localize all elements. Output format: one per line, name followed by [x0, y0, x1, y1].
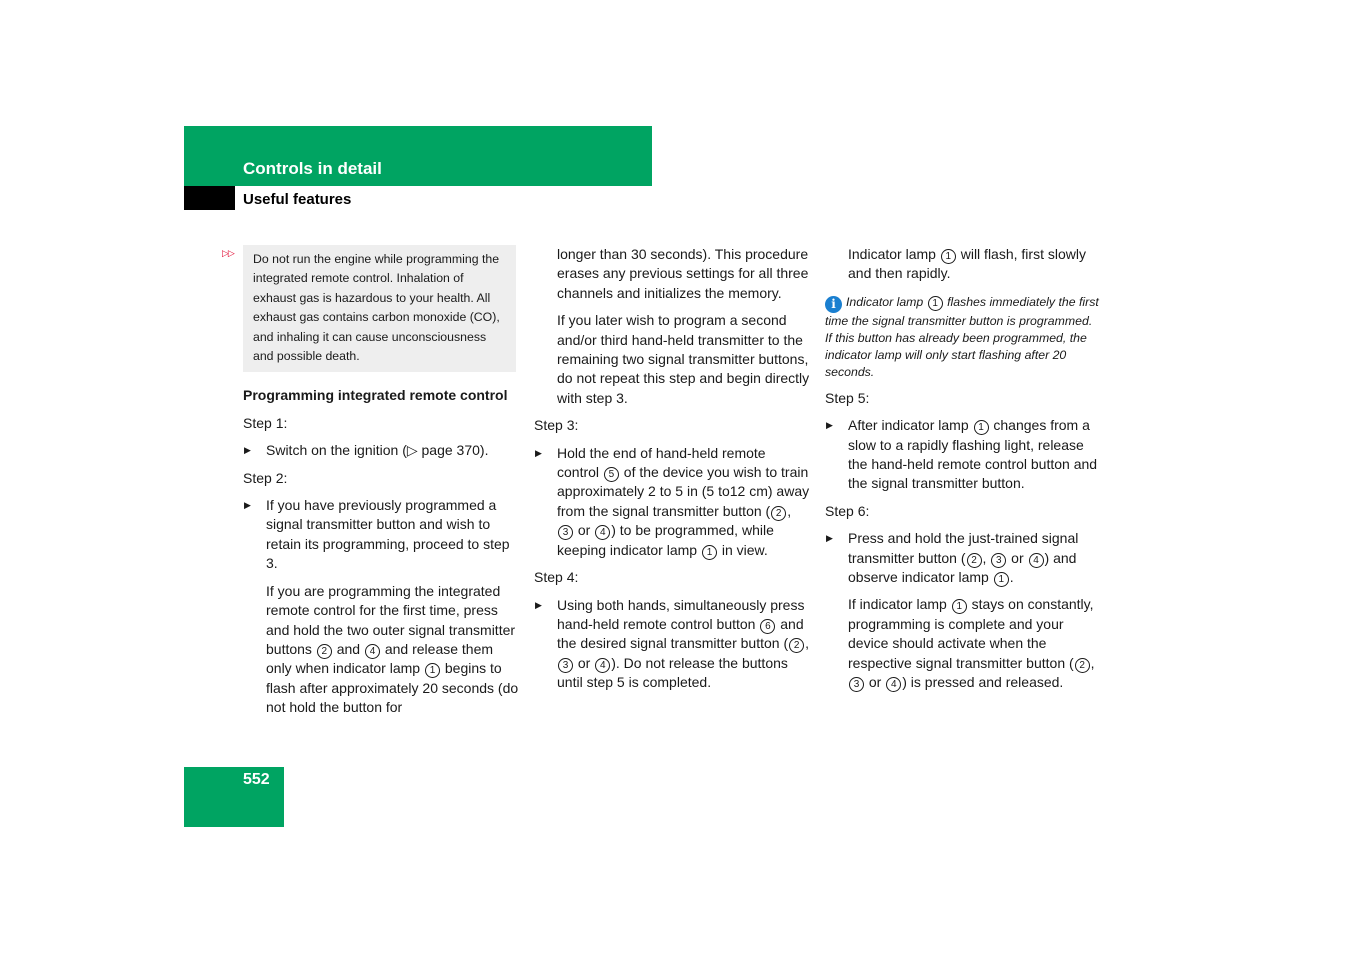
instruction-bullet: ▶ If you have previously programmed a signal transmitter button and wish to retain its programming, proceed to step 3.	[243, 496, 521, 574]
column-1	[243, 245, 521, 718]
section-title: Controls in detail	[243, 159, 382, 178]
section-heading: Programming integrated remote control	[243, 387, 508, 404]
instruction-bullet: ▶ Hold the end of hand-held remote control 5 of the device you wish to train approximately 2 to 5 in (5 to12 cm) away from the signal transmitter button ( 2 , 3 or 4 ) to be programmed, while keeping indicator lamp 1 in view.	[534, 444, 810, 560]
instruction-bullet: ▶ Switch on the ignition (▷ page 370).	[243, 441, 521, 460]
circled-number-icon: 2	[317, 644, 332, 659]
circled-number-icon: 3	[849, 677, 864, 692]
circled-number-icon: 3	[991, 553, 1006, 568]
instruction-bullet: ▶ Press and hold the just-trained signal transmitter button ( 2 , 3 or 4 ) and observe indicator lamp 1 .	[825, 529, 1101, 587]
circled-number-icon: 1	[941, 249, 956, 264]
circled-number-icon: 4	[886, 677, 901, 692]
info-note: i Indicator lamp 1 flashes immediately the first time the signal transmitter button is programmed. If this button has already been programmed, the indicator lamp will only start flashing after 20 seconds.	[825, 294, 1099, 379]
paragraph: longer than 30 seconds). This procedure erases any previous settings for all three channels and initializes the memory.	[557, 246, 809, 301]
info-icon: i	[825, 296, 842, 313]
circled-number-icon: 4	[1029, 553, 1044, 568]
subsection-title: Useful features	[243, 191, 352, 208]
step-label: Step 2:	[243, 469, 288, 486]
circled-number-icon: 1	[952, 599, 967, 614]
step-label: Step 5:	[825, 389, 870, 406]
circled-number-icon: 5	[604, 467, 619, 482]
column-2	[534, 245, 810, 693]
step-label: Step 3:	[534, 417, 579, 434]
paragraph: Indicator lamp 1 will flash, first slowly and then rapidly.	[848, 246, 1086, 282]
step-label: Step 6:	[825, 502, 870, 519]
circled-number-icon: 4	[595, 525, 610, 540]
circled-number-icon: 2	[967, 553, 982, 568]
paragraph: If you later wish to program a second and/or third hand-held transmitter to the remaining two signal transmitter buttons, do not repeat this step and begin directly with step 3.	[557, 312, 810, 406]
circled-number-icon: 1	[994, 572, 1009, 587]
circled-number-icon: 1	[974, 420, 989, 435]
circled-number-icon: 3	[558, 658, 573, 673]
page-number: 552	[243, 771, 270, 788]
circled-number-icon: 1	[702, 545, 717, 560]
circled-number-icon: 1	[425, 663, 440, 678]
circled-number-icon: 4	[595, 658, 610, 673]
instruction-bullet: ▶ After indicator lamp 1 changes from a slow to a rapidly flashing light, release the hand-held remote control button and the signal transmitter button.	[825, 416, 1101, 494]
paragraph: If indicator lamp 1 stays on constantly, programming is complete and your device should activate when the respective signal transmitter button ( 2 , 3 or 4 ) is pressed and released.	[848, 596, 1095, 691]
circled-number-icon: 4	[365, 644, 380, 659]
header-tab	[184, 186, 235, 210]
step-label: Step 4:	[534, 569, 579, 586]
circled-number-icon: 2	[1075, 658, 1090, 673]
warning-box: Do not run the engine while programming the integrated remote control. Inhalation of exhaust gas is hazardous to your health. All exhaust gas contains carbon monoxide (CO), and inhaling it can cause unconsciousness and possible death.	[243, 245, 516, 372]
circled-number-icon: 3	[558, 525, 573, 540]
instruction-bullet: ▶ Using both hands, simultaneously press hand-held remote control button 6 and the desired signal transmitter button ( 2 , 3 or 4 ). Do not release the buttons until step 5 is completed.	[534, 596, 810, 693]
circled-number-icon: 2	[789, 638, 804, 653]
circled-number-icon: 2	[771, 506, 786, 521]
step-label: Step 1:	[243, 414, 288, 431]
column-3	[825, 245, 1101, 693]
circled-number-icon: 6	[760, 619, 775, 634]
circled-number-icon: 1	[928, 296, 943, 311]
continuation-marker: ▷▷	[222, 248, 234, 258]
paragraph: If you are programming the integrated remote control for the first time, press and hold the two outer signal transmitter buttons 2 and 4 and release them only when indicator lamp 1 begins to flash after approximately 20 seconds (do not hold the button for	[266, 582, 519, 716]
